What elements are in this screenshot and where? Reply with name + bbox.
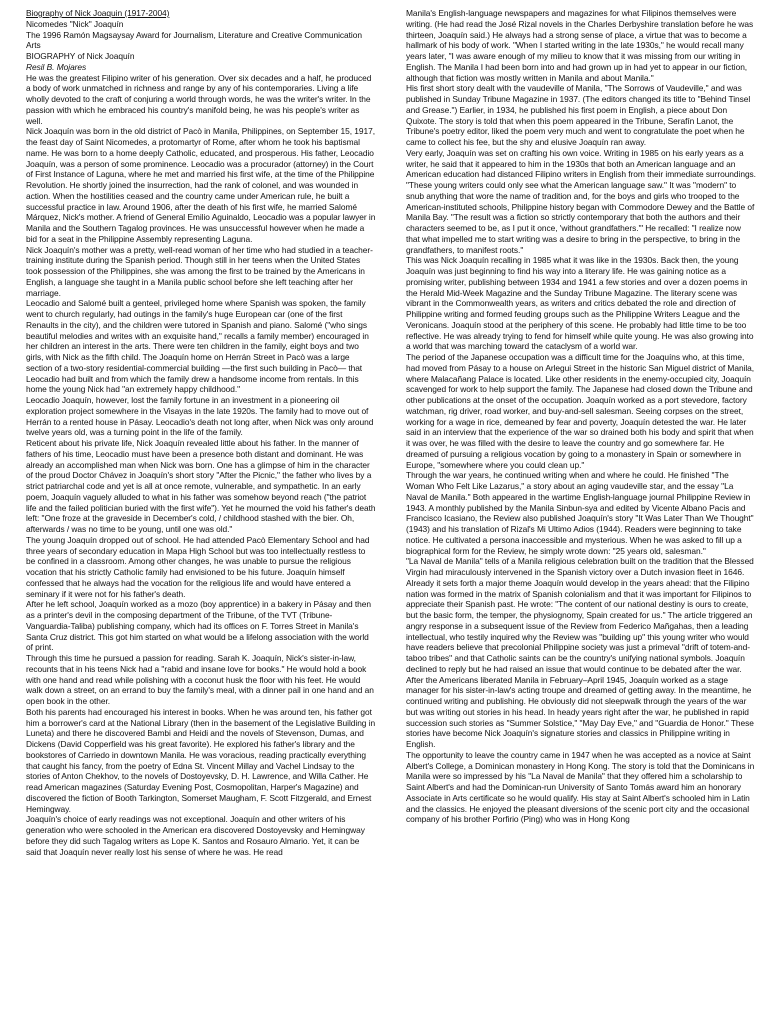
paragraph: The period of the Japanese occupation was a difficult time for the Joaquíns who, at this time, had moved from Pásay to a house on Arlegui Street in the historic San Miguel district of Manila, where Malacañang Palace is located. Like other residents in the enemy-occupied city, Joaquín scavenged for work to help support the family. The Japanese had closed down the Tribune and other publications at the onset of the occupation. Joaquín worked as a port stevedore, factory watchman, rig driver, road worker, and buy-and-sell salesman. Seeing corpses on the street, working for a wage in rice, demeaned by fear and poverty, Joaquín detested the war. He later said in an interview that the experience of the war so drained both his body and spirit that when it was over, he was filled with the desire to leave the country and go somewhere far. He dreamed of pursuing a religious vocation by going to a monastery in Spain or somewhere in Europe, "somewhere where you could clean up." xyxy=(406,352,755,470)
right-column xyxy=(406,8,756,1024)
biography-heading: BIOGRAPHY of Nick Joaquín xyxy=(26,51,135,61)
award-line: The 1996 Ramón Magsaysay Award for Journalism, Literature and Creative Communication Arts xyxy=(26,29,362,51)
paragraph: Joaquín's choice of early readings was not exceptional. Joaquín and other writers of his generation who were schooled in the American era discovered Dostoyevsky and Hemingway before they did such Tagalog writers as Lope K. Santos and Rosauro Almario. Yet, it can be said that Joaquín never really lost his sense of where he was. He read xyxy=(26,814,365,857)
document-title: Biography of Nick Joaquin (1917-2004) xyxy=(26,8,170,18)
paragraph: Nick Joaquín was born in the old district of Pacò in Manila, Philippines, on September 15, 1917, the feast day of Saint Nicomedes, a protomartyr of Rome, after whom he took his baptismal name. He was born to a home deeply Catholic, educated, and prosperous. His father, Leocadio Joaquín, was a person of some prominence. Leocadio was a procurador (attorney) in the Court of First Instance of Laguna, where he met and married his first wife, at the time of the Philippine Revolution. He shortly joined the insurrection, had the rank of colonel, and was wounded in action. When the hostilities ceased and the country came under American rule, he built a successful practice in law. Around 1906, after the death of his first wife, he married Salomé Márquez, Nick's mother. A friend of General Emilio Aguinaldo, Leocadio was a popular lawyer in Manila and the Southern Tagalog provinces. He was unsuccessful however when he made a bid for a seat in the Philippine Assembly representing Laguna. xyxy=(26,126,376,244)
paragraph: His first short story dealt with the vaudeville of Manila, "The Sorrows of Vaudeville," and was published in Sunday Tribune Magazine in 1937. (The editors changed its title to "Behind Tinsel and Grease.") Earlier, in 1934, he published his first poem in English, a piece about Don Quixote. The story is told that when this poem appeared in the Tribune, Serafín Lanot, the Tribune's poetry editor, liked the poem very much and went to congratulate the poet when he came to collect his fee, but the shy and elusive Joaquín ran away. xyxy=(406,83,751,147)
paragraph: Nick Joaquín's mother was a pretty, well-read woman of her time who had studied in a teacher-training institute during the Spanish period. Though still in her teens when the United States took possession of the Philippines, she was among the first to be trained by the Americans in English, a language she taught in a Manila public school before she left teaching after her marriage. xyxy=(26,244,373,298)
paragraph: Very early, Joaquín was set on crafting his own voice. Writing in 1985 on his early years as a writer, he said that it appeared to him in the 1930s that both an American language and an American education had distanced Filipino writers in English from their immediate surroundings. "These young writers could only see what the American language saw." It was "modern" to snub anything that wore the name of tradition and, for the boys and girls who trooped to the American-instituted schools, Philippine history began with Commodore Dewey and the Battle of Manila Bay. "The result was a fiction so strictly contemporary that both the authors and their characters seemed to be, as I put it once, 'without grandfathers.'" He recalled: "I realize now that what impelled me to start writing was a desire to bring in the perspective, to bring in the grandfathers, to manifest roots." xyxy=(406,147,756,255)
paragraph: This was Nick Joaquín recalling in 1985 what it was like in the 1930s. Back then, the young Joaquín was just beginning to find his way into a literary life. He was gaining notice as a promising writer, publishing between 1934 and 1941 a few stories and over a dozen poems in the Herald Mid-Week Magazine and the Sunday Tribune Magazine. The literary scene was vibrant in the Commonwealth years, as writers and critics debated the role and direction of Philippine writing and formed feuding groups such as the Philippine Writers League and the Veronicans. Joaquín stood at the periphery of this scene. He probably had little time to be too reflective. He was already trying to fend for himself while quite young. He was also growing into a world that was marching toward the cataclysm of a world war. xyxy=(406,255,754,352)
author-byline: Resil B. Mojares xyxy=(26,61,87,72)
paragraph: Through the war years, he continued writing when and where he could. He finished "The Woman Who Felt Like Lazarus," a story about an aging vaudeville star, and the essay "La Naval de Manila." Both appeared in the wartime English-language journal Philippine Review in 1943. A monthly published by the Manila Sinbun-sya and edited by Vicente Albano Pacis and Francisco Icasiano, the Review also published Joaquín's story "It Was Later Than We Thought" (1943) and his translation of Rizal's Mi Ultimo Adios (1944). Readers were beginning to take notice. He cultivated a persona inaccessible and mysterious. When he was asked to fill up a biographical form for the Review, he simply wrote down: "25 years old, salesman." xyxy=(406,470,754,556)
paragraph: The opportunity to leave the country came in 1947 when he was accepted as a novice at Saint Albert's College, a Dominican monastery in Hong Kong. The story is told that the Dominicans in Manila were so impressed by his "La Naval de Manila" that they offered him a scholarship to Saint Albert's and had the Dominican-run University of Santo Tomás award him an honorary Associate in Arts certificate so he would qualify. His stay at Saint Albert's schooled him in Latin and the classics. He enjoyed the pleasant diversions of the scenic port city and the occasional company of his brother Porfirio (Ping) who was in Hong Kong xyxy=(406,749,755,825)
paragraph: Reticent about his private life, Nick Joaquín revealed little about his father. In the manner of fathers of his time, Leocadio must have been a presence both distant and dominant. He was already an accomplished man when Nick was born. One has a glimpse of him in the character of the proud Doctor Chávez in Joaquín's short story "After the Picnic," the father who lives by a strict patriarchal code and yet is all at once remote, vulnerable, and sympathetic. In an early poem, Joaquín vaguely alluded to what in his father was somehow beyond reach ("the patriot life and the failed politician buried with the first wife"). Yet he mourned the void his father's death left: "One froze at the graveside in December's cold, / childhood stashed with the bier. Oh, afterwards / was no time to be young, until one was old." xyxy=(26,438,376,534)
paragraph: Leocadio Joaquín, however, lost the family fortune in an investment in a pioneering oil exploration project somewhere in the Visayas in the late 1920s. The family had to move out of Herrán to a rented house in Pásay. Leocadio's death not long after, when Nick was only around twelve years old, was a turning point in the life of the family. xyxy=(26,395,374,438)
subject-name: Nicomedes "Nick" Joaquín xyxy=(26,18,124,29)
paragraph: Leocadio and Salomé built a genteel, privileged home where Spanish was spoken, the family went to church regularly, had outings in the family's huge European car (one of the first Renaults in the city), and the children were tutored in Spanish and piano. Salomé ("who sings beautiful melodies and writes with an exquisite hand," recalls a family member) encouraged in her children an interest in the arts. There were ten children in the family, eight boys and two girls, with Nick as the fifth child. The Joaquín home on Herrán Street in Pacò was a large section of a two-story residential-commercial building —the first such building in Pacò— that Leocadio had built and from which the family drew a handsome income from rentals. In this home the young Nick had "an extremely happy childhood." xyxy=(26,298,369,395)
paragraph: After the Americans liberated Manila in February–April 1945, Joaquín worked as a stage manager for his sister-in-law's acting troupe and dreamed of getting away. In the meantime, he continued writing and publishing. He obviously did not sleepwalk through the years of the war but was writing out stories in his head. In heady years right after the war, he published in rapid succession such stories as "Summer Solstice," "May Day Eve," and "Guardia de Honor." These stories have become Nick Joaquín's signature stories and classics in Philippine writing in English. xyxy=(406,674,754,749)
paragraph: Through this time he pursued a passion for reading. Sarah K. Joaquín, Nick's sister-in-law, recounts that in his teens Nick had a "rabid and insane love for books." He would hold a book with one hand and read while polishing with a coconut husk the floor with his feet. He would walk down a street, on an errand to buy the family's meal, with a dinner pail in one hand and an open book in the other. xyxy=(26,653,374,706)
paragraph: Manila's English-language newspapers and magazines for what Filipinos themselves were writing. (He had read the José Rizal novels in the Charles Derbyshire translation before he was thirteen, Joaquín said.) He always had a strong sense of place, a virtue that was to become a hallmark of his body of work. "When I started writing in the late 1930s," he would recall many years later, "I was aware enough of my milieu to know that it was missing from our writing in English. The Manila I had been born into and had grown up in had yet to appear in our fiction, although that fiction was mostly written in Manila and about Manila." xyxy=(406,8,754,83)
paragraph: "La Naval de Manila" tells of a Manila religious celebration built on the tradition that the Blessed Virgin had miraculously intervened in the Spanish victory over a Dutch invasion fleet in 1646. Already it sets forth a major theme Joaquín would develop in the years ahead: that the Filipino nation was formed in the matrix of Spanish colonialism and that it was important for Filipinos to appreciate their Spanish past. He wrote: "The content of our national destiny is ours to create, but the basic form, the temper, the physiognomy, Spain created for us." The article triggered an angry response in a subsequent issue of the Review from Federico Mañgahas, then a leading intellectual, who testily inquired why the Review was "building up" this young writer who would have readers believe that precolonial Philippine society was just a primeval "drift of totem-and-taboo tribes" and that Catholic saints can be the country's unifying national symbols. Joaquín declined to reply but he had raised an issue that would continue to be debated after the war. xyxy=(406,556,754,674)
paragraph: The young Joaquín dropped out of school. He had attended Pacò Elementary School and had three years of secondary education in Mapa High School but was too intellectually restless to be confined in a classroom. Among other changes, he was unable to pursue the religious vocation that his strictly Catholic family had envisioned to be his future. Joaquín himself confessed that he always had the vocation for the religious life and would have entered a seminary if it were not for his father's death. xyxy=(26,534,370,599)
paragraph: After he left school, Joaquín worked as a mozo (boy apprentice) in a bakery in Pásay and then as a printer's devil in the composing department of the Tribune, of the TVT (Tribune-Vanguardia-Taliba) publishing company, which had its offices on F. Torres Street in Manila's Santa Cruz district. This got him started on what would be a lifelong association with the world of print. xyxy=(26,599,371,653)
paragraph: Both his parents had encouraged his interest in books. When he was around ten, his father got him a borrower's card at the National Library (then in the basement of the Legislative Building in Luneta) and there he discovered Bambi and Heidi and the novels of Stevenson, Dumas, and Dickens (David Copperfield was his great favorite). He explored his father's library and the bookstores of Carriedo in downtown Manila. He was voracious, reading practically everything that caught his fancy, from the poetry of Edna St. Vincent Millay and Vachel Lindsay to the stories of Anton Chekhov, to the novels of Dostoyevsky, D. H. Lawrence, and Willa Cather. He read American magazines (Saturday Evening Post, Cosmopolitan, Harper's Magazine) and discovered the fiction of Booth Tarkington, Somerset Maugham, F. Scott Fitzgerald, and Ernest Hemingway. xyxy=(26,706,376,814)
paragraph: He was the greatest Filipino writer of his generation. Over six decades and a half, he produced a body of work unmatched in richness and range by any of his contemporaries. Living a life wholly devoted to the craft of conjuring a world through words, he was the writer's writer. In the passion with which he embraced his country's manifold being, he was his people's writer as well. xyxy=(26,72,372,126)
left-column xyxy=(26,8,376,1024)
